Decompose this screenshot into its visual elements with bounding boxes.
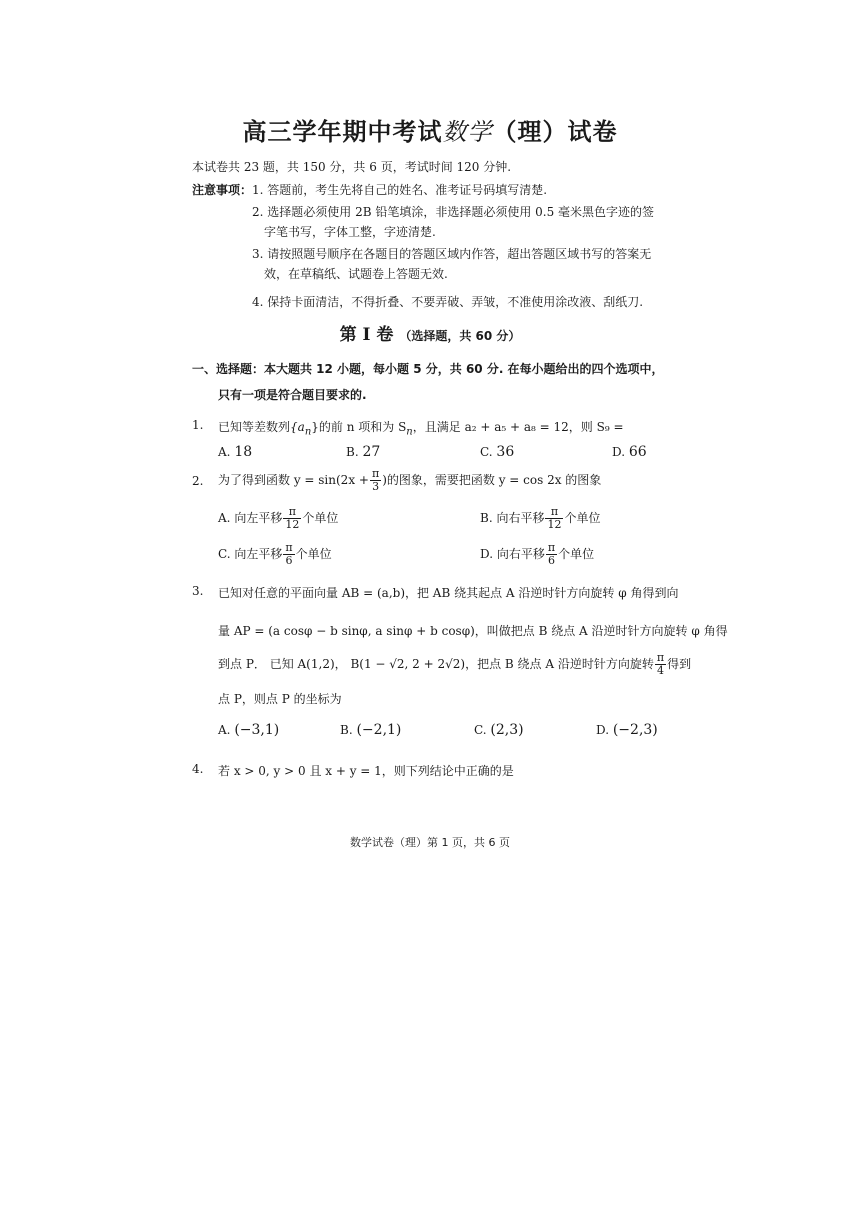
q3-option-a-label: A. [218,723,231,737]
q2-stem-post: )的图象，需要把函数 y = cos 2x 的图象 [382,473,602,487]
q2-stem-pre: 为了得到函数 y = sin(2x + [218,473,369,487]
question-1-stem [218,418,624,437]
section-heading-line1: 一、选择题：本大题共 12 小题，每小题 5 分，共 60 分. 在每小题给出的四个选项中， [192,362,664,376]
q2-option-c-top: π [285,541,293,554]
q3-option-a[interactable] [218,722,279,738]
q2-option-a-fraction [283,506,301,531]
q2-option-c[interactable] [218,542,332,567]
question-3-line4: 点 P，则点 P 的坐标为 [218,692,342,706]
question-3-number: 3. [192,584,204,598]
q3-option-c-label: C. [474,723,487,737]
q3-frac-top: π [656,651,665,664]
question-4-stem: 若 x > 0, y > 0 且 x + y = 1，则下列结论中正确的是 [218,764,514,778]
q2-option-b-top: π [545,506,563,519]
notice-item-1: 1. 答题前，考生先将自己的姓名、准考证号码填写清楚. [252,183,548,197]
q1-option-a-value: 18 [234,444,253,460]
q1-option-c[interactable] [480,444,514,460]
q2-option-a-unit: 个单位 [302,511,339,525]
section-heading [192,356,672,408]
q1-option-c-label: C. [480,445,493,459]
q2-option-d-unit: 个单位 [558,547,595,561]
q3-option-d[interactable] [596,722,658,738]
q2-option-a-text: 向左平移 [234,511,283,525]
notice-item-3 [252,244,672,284]
q2-option-a-label: A. [218,511,231,525]
q3-option-a-value: (−3,1) [234,722,280,738]
q1-mid-sub: n [406,426,413,438]
question-2-number: 2. [192,474,204,488]
q3-option-b-value: (−2,1) [356,722,402,738]
q2-option-b[interactable] [480,506,601,531]
q2-fraction [370,468,381,493]
q3-option-d-value: (−2,3) [612,722,658,738]
q3-option-c-value: (2,3) [490,722,524,738]
q2-option-c-unit: 个单位 [295,547,332,561]
q1-option-d-value: 66 [628,444,647,460]
q1-option-b-label: B. [346,445,359,459]
q2-option-c-label: C. [218,547,231,561]
q2-option-c-fraction [283,542,294,567]
q1-option-b-value: 27 [362,444,381,460]
q1-option-c-value: 36 [496,444,515,460]
q2-option-d-label: D. [480,547,494,561]
notice-list [252,180,672,314]
q2-option-b-unit: 个单位 [564,511,601,525]
q2-option-b-bot: 12 [547,518,562,531]
q2-option-a-top: π [283,506,301,519]
title-subject: 数学 [442,118,493,146]
q1-option-a[interactable] [218,444,252,460]
part-title-sub: （选择题，共 60 分） [399,329,521,343]
q2-option-c-text: 向左平移 [234,547,283,561]
title-tail: （理）试卷 [492,118,618,146]
question-2-stem [218,468,601,493]
q3-frac-bot: 4 [656,664,664,677]
part-title [0,320,860,345]
q1-option-a-label: A. [218,445,231,459]
q3-line3-post: 得到 [667,657,692,671]
q2-option-d-bot: 6 [547,554,555,567]
q2-option-a-bot: 12 [285,518,300,531]
notice-item-2-line2: 字笔书写，字体工整，字迹清楚. [264,225,436,239]
q3-option-c[interactable] [474,722,524,738]
part-title-main: 第 I 卷 [339,325,394,345]
q1-seq: {a [290,420,305,434]
question-3-line1: 已知对任意的平面向量 AB = (a,b)，把 AB 绕其起点 A 沿逆时针方向旋转 φ 角得到向 [218,586,679,600]
notice-item-3-line2: 效，在草稿纸、试题卷上答题无效. [264,267,448,281]
q2-option-d-fraction [546,542,557,567]
q1-stem-pre: 已知等差数列 [218,420,291,434]
q1-stem-cond: ，且满足 a₂ + a₅ + a₈ = 12，则 S₉ = [412,420,624,434]
q3-option-b[interactable] [340,722,401,738]
q2-frac-top: π [371,467,380,480]
notice-item-2 [252,202,672,242]
notice-label: 注意事项： [192,183,253,197]
q2-option-d-top: π [547,541,556,554]
q1-option-b[interactable] [346,444,380,460]
q1-seq-sub: n [304,426,312,438]
q2-option-a[interactable] [218,506,338,531]
exam-title [0,112,860,147]
question-3-line3 [218,652,691,677]
q2-option-b-fraction [545,506,563,531]
q2-option-d[interactable] [480,542,594,567]
q3-fraction [655,652,666,677]
q1-stem-mid: }的前 n 项和为 S [311,420,407,434]
notice-item-4: 4. 保持卡面清洁，不得折叠、不要弄破、弄皱，不准使用涂改液、刮纸刀. [252,295,644,309]
q1-option-d[interactable] [612,444,647,460]
q1-option-d-label: D. [612,445,626,459]
title-main: 高三学年期中考试 [242,118,443,146]
q2-option-b-text: 向右平移 [496,511,545,525]
page-footer: 数学试卷（理）第 1 页，共 6 页 [350,836,510,849]
q2-option-c-bot: 6 [285,554,293,567]
q2-option-b-label: B. [480,511,493,525]
q3-line3-pre: 到点 P． 已知 A(1,2)， B(1 − √2, 2 + 2√2)，把点 B 绕点 A 沿逆时针方向旋转 [218,657,654,671]
q2-frac-bot: 3 [372,480,380,493]
section-heading-line2: 只有一项是符合题目要求的. [218,388,367,402]
question-3-line2: 量 AP = (a cosφ − b sinφ, a sinφ + b cosφ)，叫做把点 B 绕点 A 沿逆时针方向旋转 φ 角得 [218,624,728,638]
question-1-number: 1. [192,418,204,432]
q2-option-d-text: 向右平移 [496,547,545,561]
notice-item-2-line1: 2. 选择题必须使用 2B 铅笔填涂，非选择题必须使用 0.5 毫米黑色字迹的签 [252,205,655,219]
q3-option-b-label: B. [340,723,353,737]
exam-intro: 本试卷共 23 题，共 150 分，共 6 页，考试时间 120 分钟. [192,160,512,174]
notice-item-3-line1: 3. 请按照题号顺序在各题目的答题区域内作答，超出答题区域书写的答案无 [252,247,652,261]
q3-option-d-label: D. [596,723,610,737]
question-4-number: 4. [192,762,204,776]
